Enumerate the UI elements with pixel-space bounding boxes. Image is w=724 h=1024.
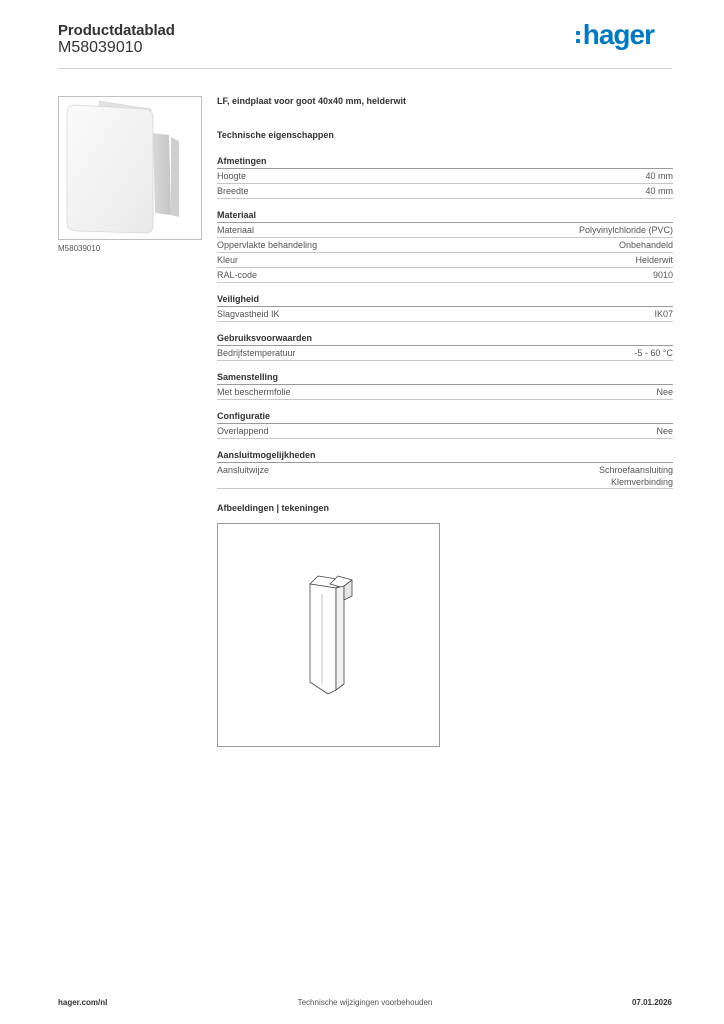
article-number: M58039010 <box>58 39 143 56</box>
spec-value-line: Schroefaansluiting <box>598 465 673 475</box>
group-title: Afmetingen <box>217 155 673 169</box>
spec-row <box>217 424 673 439</box>
spec-row <box>217 463 673 489</box>
spec-label: Overlappend <box>217 426 269 436</box>
photo-caption: M58039010 <box>58 244 101 253</box>
spec-value: Helderwit <box>635 255 673 265</box>
spec-group-dimensions <box>217 155 673 199</box>
spec-value <box>599 464 673 488</box>
spec-value: 9010 <box>652 270 673 280</box>
spec-row <box>217 307 673 322</box>
spec-value: Polyvinylchloride (PVC) <box>578 225 673 235</box>
spec-group-connection <box>217 449 673 489</box>
spec-row <box>217 346 673 361</box>
spec-row <box>217 253 673 268</box>
spec-value: Nee <box>656 426 673 436</box>
document-title: Productdatablad <box>58 22 175 39</box>
end-plate-photo-icon <box>59 97 201 239</box>
spec-group-composition <box>217 371 673 400</box>
logo-dots-icon <box>576 31 580 43</box>
group-title: Aansluitmogelijkheden <box>217 449 673 463</box>
spec-label: Materiaal <box>217 225 255 235</box>
spec-label: Oppervlakte behandeling <box>217 240 318 250</box>
spec-row <box>217 385 673 400</box>
footer-disclaimer: Technische wijzigingen voorbehouden <box>297 998 433 1007</box>
spec-label: Bedrijfstemperatuur <box>217 348 296 358</box>
spec-row <box>217 223 673 238</box>
spec-value: Onbehandeld <box>618 240 673 250</box>
group-title: Materiaal <box>217 209 673 223</box>
product-description: LF, eindplaat voor goot 40x40 mm, helderwit <box>217 96 407 106</box>
spec-value-line: Klemverbinding <box>610 477 673 487</box>
group-title: Samenstelling <box>217 371 673 385</box>
spec-row <box>217 184 673 199</box>
spec-row <box>217 268 673 283</box>
spec-value: 40 mm <box>645 171 673 181</box>
spec-label: Hoogte <box>217 171 247 181</box>
group-title: Configuratie <box>217 410 673 424</box>
spec-group-material <box>217 209 673 283</box>
spec-group-configuration <box>217 410 673 439</box>
spec-row <box>217 238 673 253</box>
spec-value: -5 - 60 °C <box>634 348 673 358</box>
spec-label: Slagvastheid IK <box>217 309 280 319</box>
footer-date: 07.01.2026 <box>631 998 672 1007</box>
spec-label: Breedte <box>217 186 249 196</box>
spec-label: Kleur <box>217 255 239 265</box>
product-photo <box>58 96 202 240</box>
spec-label: Aansluitwijze <box>217 465 270 475</box>
logo-wordmark: hager <box>582 19 654 50</box>
footer-website-link[interactable]: hager.com/nl <box>58 998 108 1007</box>
spec-value: Nee <box>656 387 673 397</box>
spec-label: RAL-code <box>217 270 258 280</box>
specs-heading: Technische eigenschappen <box>217 130 334 140</box>
group-title: Gebruiksvoorwaarden <box>217 332 673 346</box>
spec-value: 40 mm <box>645 186 673 196</box>
end-plate-drawing-icon <box>218 524 439 746</box>
page-header <box>58 20 672 70</box>
spec-group-safety <box>217 293 673 322</box>
spec-column <box>217 96 673 489</box>
drawings-heading: Afbeeldingen | tekeningen <box>217 503 330 513</box>
spec-row <box>217 169 673 184</box>
technical-drawing <box>217 523 440 747</box>
brand-logo <box>576 20 654 50</box>
spec-group-conditions <box>217 332 673 361</box>
spec-label: Met beschermfolie <box>217 387 291 397</box>
group-title: Veiligheid <box>217 293 673 307</box>
header-divider <box>58 68 672 69</box>
spec-value: IK07 <box>654 309 673 319</box>
